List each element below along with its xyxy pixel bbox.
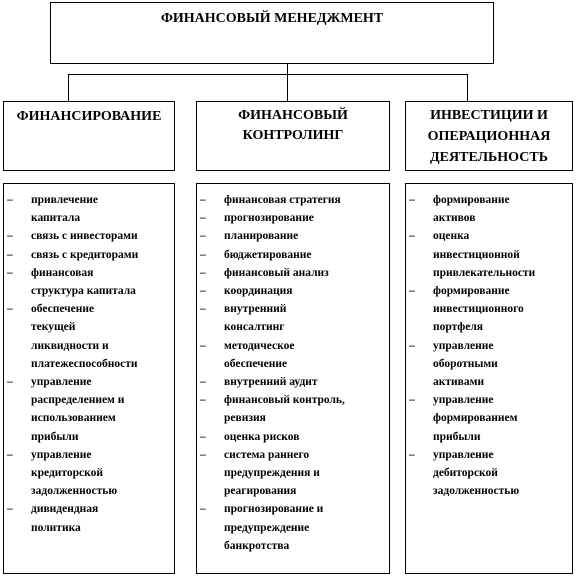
list-item xyxy=(197,391,389,427)
list-item xyxy=(197,191,389,209)
list-item-line: активами xyxy=(433,376,485,389)
list-item-line: – методическое xyxy=(224,339,295,352)
list-item-line: банкротства xyxy=(224,539,290,552)
list-item xyxy=(4,246,174,264)
list-item-line: – бюджетирование xyxy=(224,248,312,261)
list-item-line: – система раннего xyxy=(224,448,310,461)
list-item xyxy=(4,500,174,536)
list-item-line: инвестиционного xyxy=(433,303,524,316)
root-title: ФИНАНСОВЫЙ МЕНЕДЖМЕНТ xyxy=(160,11,384,26)
list-item-line: использованием xyxy=(31,412,116,425)
list-item-line: прибыли xyxy=(433,430,481,443)
branch-header-line: ФИНАНСОВЫЙ xyxy=(238,108,348,123)
list-item xyxy=(4,191,174,227)
list-item-line: кредиторской xyxy=(31,467,104,480)
list-item xyxy=(406,282,572,337)
list-item-line: консалтинг xyxy=(224,321,285,334)
list-item xyxy=(197,282,389,300)
branch-header-line: ИНВЕСТИЦИИ И xyxy=(430,108,548,123)
list-item-line: – управление xyxy=(433,394,494,407)
list-item xyxy=(197,246,389,264)
list-item-line: инвестиционной xyxy=(433,248,520,261)
list-item-line: предупреждение xyxy=(224,521,310,534)
list-item-line: – формирование xyxy=(433,194,510,206)
branch-header-line: КОНТРОЛИНГ xyxy=(242,128,344,143)
list-item-line: текущей xyxy=(31,321,76,334)
branch-header-financing xyxy=(3,101,175,171)
list-item xyxy=(4,227,174,245)
list-item-line: – оценка рисков xyxy=(224,430,300,443)
list-item xyxy=(197,446,389,501)
list-item xyxy=(4,264,174,300)
list-item-line: обеспечение xyxy=(224,357,288,370)
branch-header-line: ДЕЯТЕЛЬНОСТЬ xyxy=(430,150,548,165)
branch-header-line: ФИНАНСИРОВАНИЕ xyxy=(16,109,162,124)
list-item-line: – связь с инвесторами xyxy=(31,230,138,243)
list-item xyxy=(406,191,572,227)
list-item-line: – финансовый контроль, xyxy=(224,394,345,407)
list-item xyxy=(197,300,389,336)
list-item-line: реагирования xyxy=(224,485,297,498)
connector-horizontal xyxy=(68,74,468,75)
list-item xyxy=(197,337,389,373)
list-item-line: портфеля xyxy=(433,321,484,334)
list-item-line: – оценка xyxy=(433,230,470,243)
list-item-line: платежеспособности xyxy=(31,357,138,370)
list-item xyxy=(197,428,389,446)
branch-list-investments xyxy=(405,183,573,574)
list-item-line: – управление xyxy=(31,376,92,389)
list-item-line: – финансовая стратегия xyxy=(224,194,341,206)
branch-header-investments xyxy=(405,101,573,171)
list-item-line: – прогнозирование xyxy=(224,212,314,225)
list-item-line: политика xyxy=(31,521,81,534)
list-item xyxy=(406,391,572,446)
list-item-line: ревизия xyxy=(224,412,266,425)
list-item-line: – формирование xyxy=(433,285,510,298)
list-item-line: – планирование xyxy=(224,230,299,243)
list-item xyxy=(406,337,572,392)
root-box xyxy=(50,2,494,64)
list-item-line: формированием xyxy=(433,412,518,425)
list-item-line: – финансовая xyxy=(31,266,94,279)
list-item-line: ликвидности и xyxy=(31,339,109,352)
connector-to-branch-2 xyxy=(287,74,288,101)
list-item-line: – обеспечение xyxy=(31,303,95,316)
list-item xyxy=(4,373,174,446)
branch-list-controlling xyxy=(196,183,390,574)
list-item-line: – управление xyxy=(433,339,494,352)
list-item xyxy=(197,209,389,227)
list-item-line: – координация xyxy=(224,285,293,298)
list-item-line: – привлечение xyxy=(31,194,98,206)
list-item-line: – прогнозирование и xyxy=(224,503,324,516)
list-item xyxy=(197,373,389,391)
list-item xyxy=(406,227,572,282)
list-item xyxy=(4,300,174,373)
list-item-line: предупреждения и xyxy=(224,467,320,480)
list-item-line: дебиторской xyxy=(433,467,498,480)
branch-header-controlling xyxy=(196,101,390,171)
list-item xyxy=(197,500,389,555)
list-item-line: – управление xyxy=(433,448,494,461)
list-item-line: – внутренний аудит xyxy=(224,376,318,389)
list-item-line: – связь с кредиторами xyxy=(31,248,139,261)
list-item-line: прибыли xyxy=(31,430,79,443)
list-item-line: – дивидендная xyxy=(31,503,99,516)
branch-header-line: ОПЕРАЦИОННАЯ xyxy=(427,129,551,144)
list-item xyxy=(4,446,174,501)
connector-to-branch-3 xyxy=(467,74,468,101)
list-item xyxy=(197,264,389,282)
list-item-line: – финансовый анализ xyxy=(224,266,329,279)
list-item-line: – управление xyxy=(31,448,92,461)
list-item-line: – внутренний xyxy=(224,303,287,316)
list-item-line: задолженностью xyxy=(433,485,520,498)
list-item xyxy=(197,227,389,245)
branch-list-financing xyxy=(3,183,175,574)
list-item-line: структура капитала xyxy=(31,285,136,298)
list-item-line: задолженностью xyxy=(31,485,118,498)
list-item-line: капитала xyxy=(31,212,81,225)
list-item-line: привлекательности xyxy=(433,266,536,279)
connector-to-branch-1 xyxy=(68,74,69,101)
list-item-line: оборотными xyxy=(433,357,498,370)
list-item-line: распределением и xyxy=(31,394,125,407)
list-item xyxy=(406,446,572,501)
list-item-line: активов xyxy=(433,212,476,225)
